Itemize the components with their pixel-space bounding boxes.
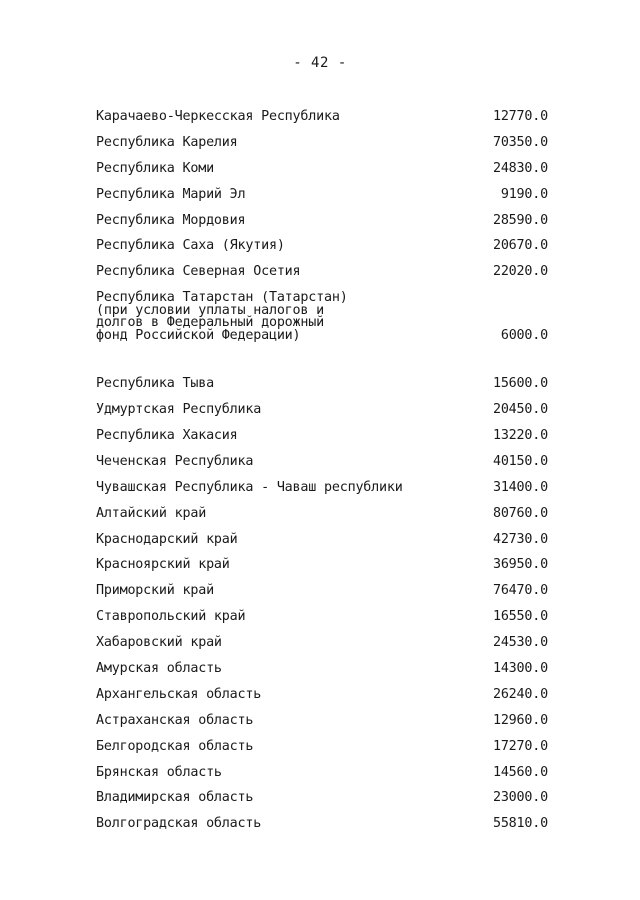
page-number: - 42 - (293, 55, 347, 71)
region-value: 14560.0 (492, 764, 548, 780)
list-item (96, 503, 548, 529)
list-item (96, 477, 548, 503)
list-item (96, 813, 548, 839)
list-item (96, 373, 548, 399)
list-item (96, 210, 548, 236)
region-value: 17270.0 (492, 738, 548, 754)
region-name: Алтайский край (96, 505, 207, 521)
region-allocation-list (96, 106, 548, 839)
region-value: 20670.0 (492, 238, 548, 254)
region-value: 12770.0 (492, 109, 548, 124)
region-name: Республика Коми (96, 160, 214, 176)
region-name: Приморский край (96, 583, 214, 599)
list-item (96, 787, 548, 813)
region-value: 15600.0 (492, 376, 548, 392)
list-item (96, 132, 548, 158)
region-value: 24530.0 (492, 635, 548, 651)
region-name: Волгоградская область (96, 816, 262, 832)
list-item (96, 529, 548, 555)
region-name: Белгородская область (96, 738, 254, 754)
region-name: Республика Марий Эл (96, 186, 246, 202)
list-item (96, 580, 548, 606)
region-name: Красноярский край (96, 557, 230, 573)
list-item (96, 158, 548, 184)
region-value: 9190.0 (500, 186, 548, 202)
region-value: 70350.0 (492, 134, 548, 150)
list-item (96, 606, 548, 632)
list-item (96, 184, 548, 210)
list-item (96, 684, 548, 710)
region-name: Республика Татарстан (Татарстан) (при условии уплаты налогов и долгов в Федеральный дорожный фонд Российской Федерации) (96, 290, 348, 344)
list-item (96, 554, 548, 580)
region-name: Краснодарский край (96, 531, 238, 547)
region-value: 24830.0 (492, 160, 548, 176)
region-value: 12960.0 (492, 712, 548, 728)
region-name: Астраханская область (96, 712, 254, 728)
region-value: 22020.0 (492, 264, 548, 280)
region-name: Республика Карелия (96, 134, 238, 150)
list-item (96, 762, 548, 788)
region-name: Республика Саха (Якутия) (96, 238, 285, 254)
list-item (96, 106, 548, 132)
region-value: 31400.0 (492, 479, 548, 495)
region-value: 6000.0 (500, 328, 548, 344)
region-name: Карачаево-Черкесская Республика (96, 109, 340, 124)
region-value: 23000.0 (492, 790, 548, 806)
region-name: Амурская область (96, 661, 222, 677)
list-item (96, 235, 548, 261)
region-name: Чувашская Республика - Чаваш республики (96, 479, 403, 495)
region-name: Архангельская область (96, 686, 262, 702)
region-value: 13220.0 (492, 428, 548, 444)
list-item (96, 399, 548, 425)
region-value: 76470.0 (492, 583, 548, 599)
region-name: Республика Мордовия (96, 212, 246, 228)
region-value: 40150.0 (492, 453, 548, 469)
region-value: 80760.0 (492, 505, 548, 521)
region-name: Удмуртская Республика (96, 402, 262, 418)
region-name: Чеченская Республика (96, 453, 254, 469)
list-item (96, 710, 548, 736)
region-name: Ставропольский край (96, 609, 246, 625)
region-value: 16550.0 (492, 609, 548, 625)
region-name: Брянская область (96, 764, 222, 780)
region-name: Республика Хакасия (96, 428, 238, 444)
region-value: 20450.0 (492, 402, 548, 418)
region-value: 55810.0 (492, 816, 548, 832)
list-item (96, 287, 548, 373)
region-value: 26240.0 (492, 686, 548, 702)
region-value: 14300.0 (492, 661, 548, 677)
list-item (96, 736, 548, 762)
region-value: 42730.0 (492, 531, 548, 547)
region-name: Республика Северная Осетия (96, 264, 301, 280)
region-value: 36950.0 (492, 557, 548, 573)
list-item (96, 658, 548, 684)
region-name: Хабаровский край (96, 635, 222, 651)
list-item (96, 632, 548, 658)
list-item (96, 261, 548, 287)
region-name: Владимирская область (96, 790, 254, 806)
region-value: 28590.0 (492, 212, 548, 228)
list-item (96, 425, 548, 451)
region-name: Республика Тыва (96, 376, 214, 392)
list-item (96, 451, 548, 477)
